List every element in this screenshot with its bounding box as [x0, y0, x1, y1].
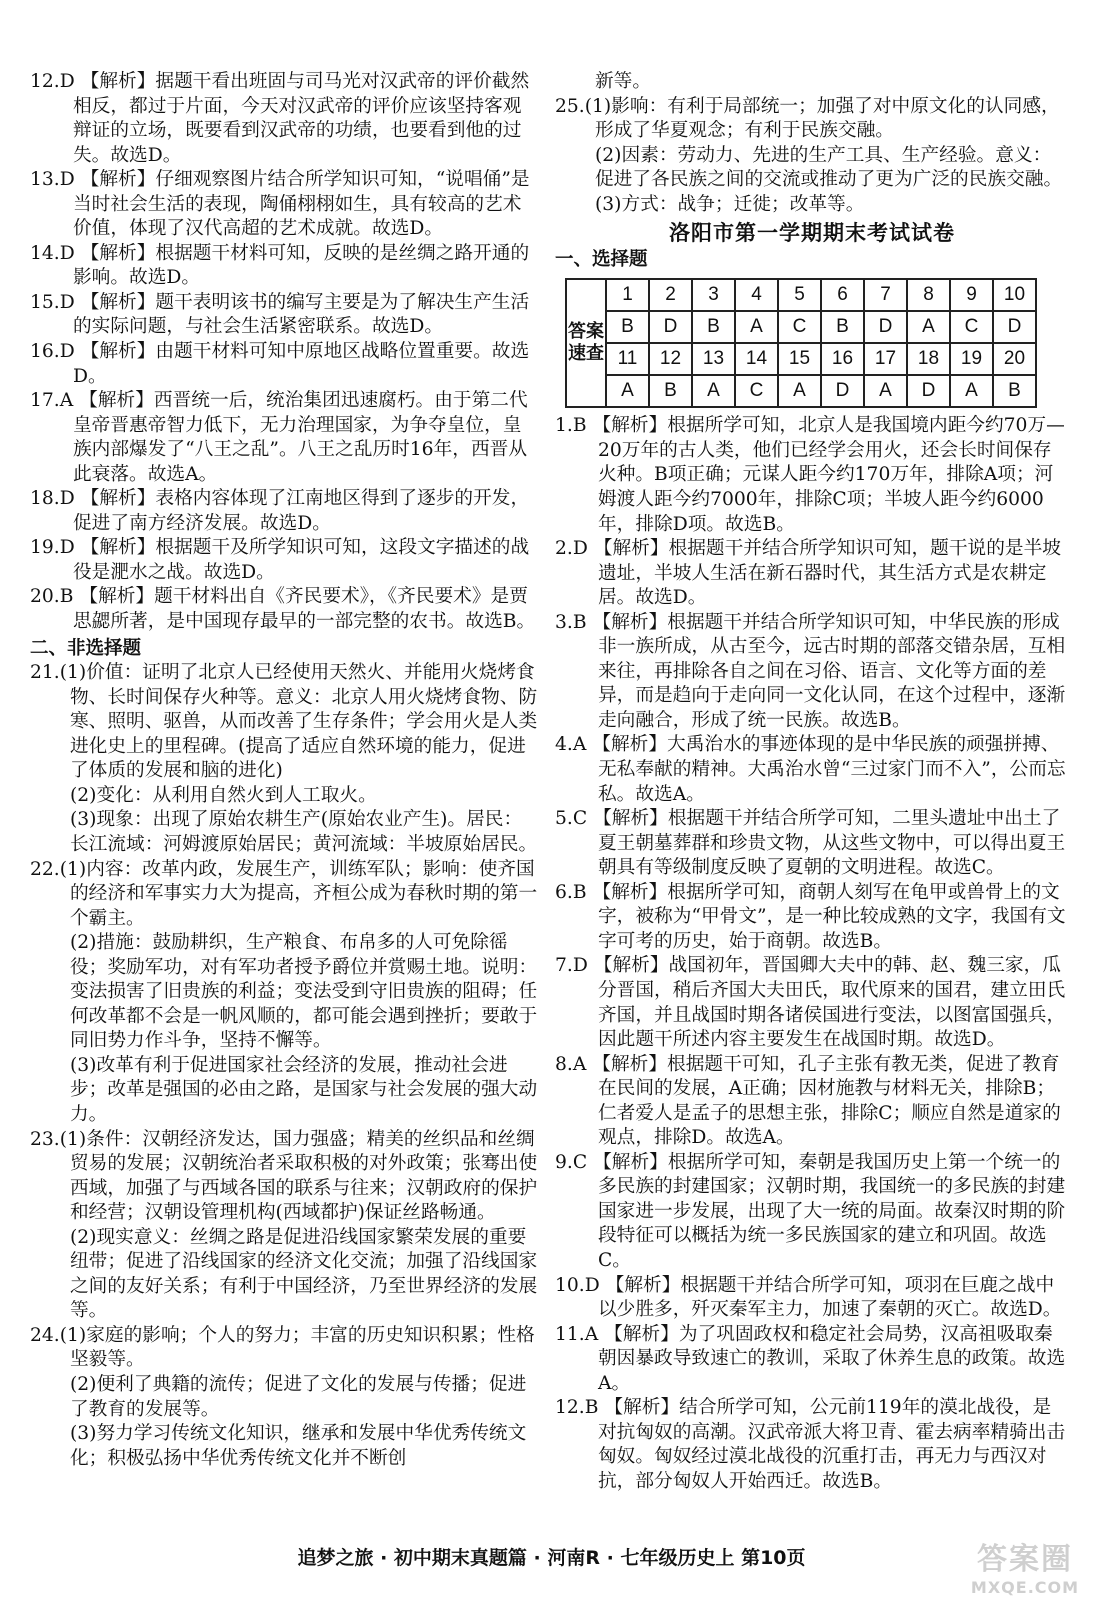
key-num: 5: [778, 279, 821, 311]
key-num: 1: [606, 279, 649, 311]
answer-item: 8.A 【解析】根据题干可知，孔子主张有教无类，促进了教育在民间的发展，A正确；因材施教与材料无关，排除B；仁者爱人是孟子的思想主张，排除C；顺应自然是道家的观点，排除D。故选A。: [555, 1053, 1061, 1149]
answer-part: 25.(1)影响：有利于局部统一；加强了对中原文化的认同感，形成了华夏观念；有利于民族交融。: [555, 95, 1060, 142]
question-25: [555, 95, 1069, 218]
section-heading-nonchoice: 二、非选择题: [30, 637, 142, 659]
answer-item: 20.B 【解析】题干材料出自《齐民要术》，《齐民要术》是贾思勰所著，是中国现存最早的一部完整的农书。故选B。: [30, 586, 536, 633]
left-answers-pre: [30, 70, 540, 635]
answer-part: (3)方式：战争；迁徙；改革等。: [595, 193, 865, 215]
key-answer: C: [778, 311, 821, 343]
answer-item: 16.D 【解析】由题干材料可知中原地区战略位置重要。故选D。: [30, 341, 530, 387]
question-22: [30, 858, 540, 1128]
watermark-url: MXQE.COM: [970, 1578, 1080, 1597]
key-num: 16: [821, 343, 864, 375]
key-num: 10: [993, 279, 1036, 311]
key-num: 14: [735, 343, 778, 375]
answer-key-table: [565, 278, 1037, 408]
key-answer: B: [606, 311, 649, 343]
answer-item: 9.C 【解析】根据所学可知，秦朝是我国历史上第一个统一的多民族的封建国家；汉朝时期，我国统一的多民族的封建国家进一步发展，出现了大一统的局面。故秦汉时期的阶段特征可以概括为统一多民族国家的建立和巩固。故选C。: [555, 1151, 1066, 1271]
answer-item: 17.A 【解析】西晋统一后，统治集团迅速腐朽。由于第二代皇帝晋惠帝智力低下，无力治理国家，为争夺皇位，皇族内部爆发了“八王之乱”。八王之乱历时16年，西晋从此衰落。故选A。: [30, 390, 528, 485]
key-num: 4: [735, 279, 778, 311]
key-answer: A: [864, 375, 907, 407]
answer-item: 19.D 【解析】根据题干及所学知识可知，这段文字描述的战役是淝水之战。故选D。: [30, 537, 530, 583]
answer-item: 1.B 【解析】根据所学可知，北京人是我国境内距今约70万—20万年的古人类，他们已经学会用火，还会长时间保存火种。B项正确；元谋人距今约170万年，排除A项；河姆渡人距今约7000年，排除C项；半坡人距今约6000年，排除D项。故选B。: [555, 415, 1065, 535]
page-footer: 追梦之旅 · 初中期末真题篇 · 河南R · 七年级历史上 第10页: [297, 1547, 806, 1569]
key-num: 17: [864, 343, 907, 375]
answer-item: 4.A 【解析】大禹治水的事迹体现的是中华民族的顽强拼搏、无私奉献的精神。大禹治水曾“三过家门而不入”，公而忘私。故选A。: [555, 734, 1066, 805]
key-answer: A: [692, 375, 735, 407]
answer-item: 15.D 【解析】题干表明该书的编写主要是为了解决生产生活的实际问题，与社会生活紧密联系。故选D。: [30, 291, 530, 338]
answer-part: 23.(1)条件：汉朝经济发达，国力强盛；精美的丝织品和丝绸贸易的发展；汉朝统治者采取积极的对外政策；张骞出使西域，加强了与西域各国的联系与往来；汉朝政府的保护和经营；汉朝设管理机构(西域都护)保证丝路畅通。: [30, 1128, 538, 1224]
answer-part: 24.(1)家庭的影响；个人的努力；丰富的历史知识积累；性格坚毅等。: [30, 1324, 535, 1371]
answer-part: 22.(1)内容：改革内政，发展生产，训练军队；影响：使齐国的经济和军事实力大为提高，齐桓公成为春秋时期的第一个霸主。: [30, 858, 538, 929]
key-num: 13: [692, 343, 735, 375]
answer-item: 18.D 【解析】表格内容体现了江南地区得到了逐步的开发，促进了南方经济发展。故选D。: [30, 488, 530, 534]
key-answer: D: [993, 311, 1036, 343]
answer-item: 14.D 【解析】根据题干材料可知，反映的是丝绸之路开通的影响。故选D。: [30, 242, 530, 289]
exam-title: 洛阳市第一学期期末考试试卷: [669, 221, 955, 246]
key-answer: A: [606, 375, 649, 407]
answer-item: 12.D 【解析】据题干看出班固与司马光对汉武帝的评价截然相反，都过于片面，今天对汉武帝的评价应该坚持客观辩证的立场，既要看到汉武帝的功绩，也要看到他的过失。故选D。: [30, 71, 530, 166]
key-answer: A: [950, 375, 993, 407]
question-21: [30, 661, 540, 857]
key-answer: D: [864, 311, 907, 343]
key-num: 6: [821, 279, 864, 311]
key-num: 19: [950, 343, 993, 375]
key-answer: C: [950, 311, 993, 343]
right-column: [555, 70, 1069, 1494]
key-num: 12: [649, 343, 692, 375]
answer-part: (2)因素：劳动力、先进的生产工具、生产经验。意义：促进了各民族之间的交流或推动了更为广泛的民族交融。: [595, 144, 1063, 191]
key-answer: B: [993, 375, 1036, 407]
answer-item: 11.A 【解析】为了巩固政权和稳定社会局势，汉高祖吸取秦朝因暴政导致速亡的教训，采取了休养生息的政策。故选A。: [555, 1323, 1066, 1394]
key-answer: A: [735, 311, 778, 343]
key-answer: A: [778, 375, 821, 407]
key-num: 3: [692, 279, 735, 311]
key-answer: D: [907, 375, 950, 407]
key-answer: B: [692, 311, 735, 343]
answer-part: 21.(1)价值：证明了北京人已经使用天然火、并能用火烧烤食物、长时间保存火种等。意义：北京人用火烧烤食物、防寒、照明、驱兽，从而改善了生存条件；学会用火是人类进化史上的里程碑。(提高了适应自然环境的能力，促进了体质的发展和脑的进化): [30, 662, 538, 782]
continuation-text: 新等。: [595, 71, 652, 92]
answer-item: 10.D 【解析】根据题干并结合所学可知，项羽在巨鹿之战中以少胜多，歼灭秦军主力，加速了秦朝的灭亡。故选D。: [555, 1274, 1062, 1321]
key-answer: D: [649, 311, 692, 343]
key-num: 11: [606, 343, 649, 375]
key-num: 8: [907, 279, 950, 311]
watermark-text: 答案圈: [977, 1542, 1073, 1577]
answer-part: (3)改革有利于促进国家社会经济的发展，推动社会进步；改革是强国的必由之路，是国家与社会发展的强大动力。: [70, 1054, 538, 1125]
watermark-logo: [955, 1534, 1095, 1596]
key-answer: D: [821, 375, 864, 407]
answer-item: 5.C 【解析】根据题干并结合所学可知，二里头遗址中出土了夏王朝墓葬群和珍贵文物，从这些文物中，可以得出夏王朝具有等级制度反映了夏朝的文明进程。故选C。: [555, 808, 1066, 879]
question-23: [30, 1128, 540, 1324]
key-num: 9: [950, 279, 993, 311]
key-num: 7: [864, 279, 907, 311]
key-num: 18: [907, 343, 950, 375]
key-num: 2: [649, 279, 692, 311]
answer-part: (2)现实意义：丝绸之路是促进沿线国家繁荣发展的重要纽带；促进了沿线国家的经济文化交流；加强了沿线国家之间的友好关系；有利于中国经济，乃至世界经济的发展等。: [70, 1226, 538, 1322]
key-answer: B: [649, 375, 692, 407]
answer-part: (2)措施：鼓励耕织，生产粮食、布帛多的人可免除徭役；奖励军功，对有军功者授予爵位并赏赐土地。说明：变法损害了旧贵族的利益；变法受到守旧贵族的阻碍；任何改革都不会是一帆风顺的，都可能会遇到挫折；要敢于同旧势力作斗争，坚持不懈等。: [70, 932, 538, 1052]
right-answers: [555, 414, 1069, 1494]
answer-part: (2)便利了典籍的流传；促进了文化的发展与传播；促进了教育的发展等。: [70, 1373, 527, 1420]
answer-part: (3)现象：出现了原始农耕生产(原始农业产生)。居民：长江流域：河姆渡原始居民；黄河流域：半坡原始居民。: [70, 809, 538, 855]
answer-item: 6.B 【解析】根据所学可知，商朝人刻写在龟甲或兽骨上的文字，被称为“甲骨文”，是一种比较成熟的文字，我国有文字可考的历史，始于商朝。故选B。: [555, 881, 1066, 952]
answer-item: 2.D 【解析】根据题干并结合所学知识可知，题干说的是半坡遗址，半坡人生活在新石器时代，其生活方式是农耕定居。故选D。: [555, 538, 1061, 609]
key-answer: B: [821, 311, 864, 343]
question-24: [30, 1324, 540, 1471]
key-num: 15: [778, 343, 821, 375]
answer-item: 13.D 【解析】仔细观察图片结合所学知识可知，“说唱俑”是当时社会生活的表现，陶俑栩栩如生，具有较高的艺术价值，体现了汉代高超的艺术成就。故选D。: [30, 169, 530, 240]
section-heading-choice: 一、选择题: [555, 248, 648, 270]
left-column: [30, 70, 540, 1471]
answer-part: (3)努力学习传统文化知识，继承和发展中华优秀传统文化；积极弘扬中华优秀传统文化并不断创: [70, 1423, 527, 1469]
answer-item: 12.B 【解析】结合所学可知，公元前119年的漠北战役，是对抗匈奴的高潮。汉武帝派大将卫青、霍去病率精骑出击匈奴。匈奴经过漠北战役的沉重打击，再无力与西汉对抗，部分匈奴人开始西迁。故选B。: [555, 1397, 1066, 1492]
answer-part: (2)变化：从利用自然火到人工取火。: [70, 784, 377, 806]
key-answer: A: [907, 311, 950, 343]
answer-key-label: 答案速查: [566, 279, 606, 407]
answer-item: 3.B 【解析】根据题干并结合所学知识可知，中华民族的形成非一族所成，从古至今，远古时期的部落交错杂居，互相来往，再排除各自之间在习俗、语言、文化等方面的差异，而是趋向于走向同一文化认同，在这个过程中，逐渐走向融合，形成了统一民族。故选B。: [555, 611, 1066, 731]
key-num: 20: [993, 343, 1036, 375]
answer-item: 7.D 【解析】战国初年，晋国卿大夫中的韩、赵、魏三家，瓜分晋国，稍后齐国大夫田氏，取代原来的国君，建立田氏齐国，并且战国时期各诸侯国进行变法，以图富国强兵，因此题干所述内容主要发生在战国时期。故选D。: [555, 955, 1066, 1051]
key-answer: C: [735, 375, 778, 407]
